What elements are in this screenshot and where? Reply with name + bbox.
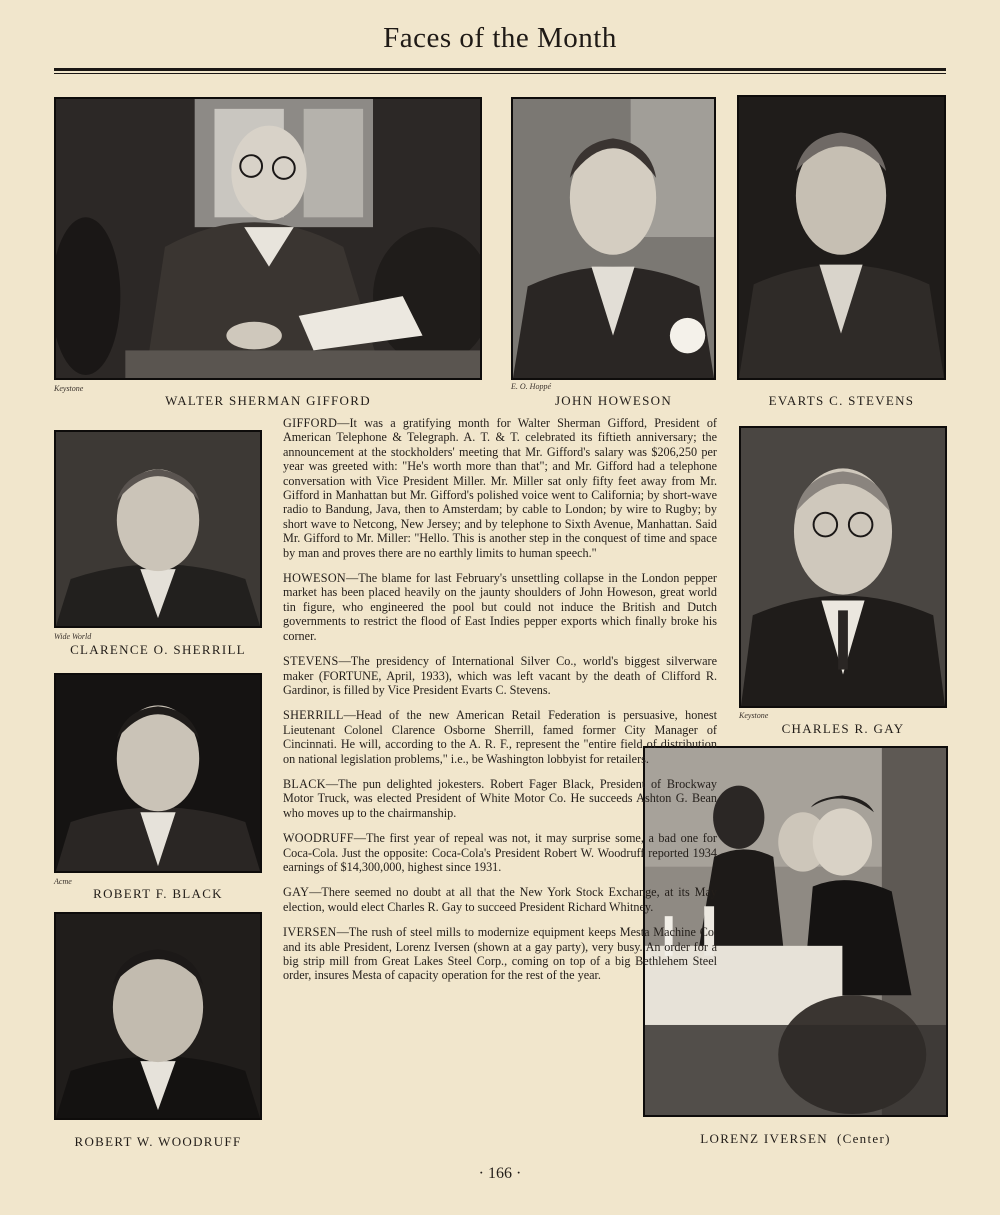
body-stevens: —The presidency of International Silver Co., world's biggest silverware maker (FORTUNE, April, 1933), which was left vacant by the death of Clifford R. Gardinor, is filled by Vice President Evarts C. Stevens. xyxy=(283,654,717,697)
caption-sherrill: CLARENCE O. SHERRILL xyxy=(70,642,246,657)
lead-howeson: HOWESON xyxy=(283,571,347,586)
portrait-sherrill-image xyxy=(56,432,260,626)
portrait-stevens-image xyxy=(739,97,944,378)
paragraph-stevens xyxy=(283,654,717,697)
paragraph-black xyxy=(283,777,717,820)
credit-gay: Keystone xyxy=(739,711,769,720)
credit-gifford: Keystone xyxy=(54,384,84,393)
portrait-black-image xyxy=(56,675,260,871)
title-rule xyxy=(54,68,946,74)
photo-woodruff xyxy=(54,912,262,1120)
photo-sherrill xyxy=(54,430,262,628)
caption-gay: CHARLES R. GAY xyxy=(781,721,905,736)
caption-howeson: JOHN HOWESON xyxy=(554,393,673,408)
paragraph-woodruff xyxy=(283,831,717,874)
body-black: —The pun delighted jokesters. Robert Fager Black, President of Brockway Motor Truck, was elected President of White Motor Co. He succeeds Ashton G. Bean who moves up to the chairmanship. xyxy=(283,776,717,820)
lead-woodruff: WOODRUFF xyxy=(283,831,354,846)
credit-black: Acme xyxy=(54,877,72,886)
caption-iversen: LORENZ IVERSEN (Center) xyxy=(700,1131,891,1146)
page-number: · 166 · xyxy=(478,1165,522,1182)
credit-howeson: E. O. Hoppé xyxy=(511,382,551,391)
page-title: Faces of the Month xyxy=(383,22,617,54)
paragraph-howeson xyxy=(283,571,717,643)
portrait-gay-image xyxy=(741,428,945,706)
portrait-howeson-image xyxy=(513,99,714,378)
caption-woodruff: ROBERT W. WOODRUFF xyxy=(74,1134,242,1149)
paragraph-iversen xyxy=(283,925,717,983)
caption-stevens: EVARTS C. STEVENS xyxy=(768,393,915,408)
portrait-woodruff-image xyxy=(56,914,260,1118)
photo-gay xyxy=(739,426,947,708)
photo-stevens xyxy=(737,95,946,380)
lead-iversen: IVERSEN xyxy=(283,925,337,940)
body-iversen: —The rush of steel mills to modernize equipment keeps Mesta Machine Co. and its able President, Lorenz Iversen (shown at a gay party), very busy. An order for a big strip mill from Great Lakes Steel Corp., coming on top of a big Bethlehem Steel order, insures Mesta of capacity operation for the rest of the year. xyxy=(283,925,717,983)
lead-stevens: STEVENS xyxy=(283,654,339,669)
caption-gifford: WALTER SHERMAN GIFFORD xyxy=(165,393,371,408)
lead-sherrill: SHERRILL xyxy=(283,708,344,723)
body-howeson: —The blame for last February's unsettling collapse in the London pepper market has been placed heavily on the jaunty shoulders of John Howeson, great world tin figure, who engineered the pool but could not induce the British and Dutch governments to restrict the flood of East Indies pepper exports which finally broke his corner. xyxy=(283,571,717,643)
paragraph-sherrill xyxy=(283,708,717,766)
body-gay: —There seemed no doubt at all that the New York Stock Exchange, at its May election, would elect Charles R. Gay to succeed President Richard Whitney. xyxy=(283,885,717,914)
body-sherrill: —Head of the new American Retail Federation is persuasive, honest Lieutenant Colonel Clarence Osborne Sherrill, famed former City Manager of Cincinnati. He will, according to the A. R. F., represent the "entire field of distribution on national legislation problems," i.e., be Washington lobbyist for retailers. xyxy=(283,708,717,766)
paragraph-gay xyxy=(283,885,717,914)
lead-black: BLACK xyxy=(283,776,326,791)
article-text xyxy=(283,416,717,994)
photo-gifford xyxy=(54,97,482,380)
lead-gay: GAY xyxy=(283,885,310,900)
paragraph-gifford xyxy=(283,416,717,560)
body-woodruff: —The first year of repeal was not, it may surprise some, a bad one for Coca-Cola. Just the opposite: Coca-Cola's President Robert W. Woodruff reported 1934 earnings of $14,300,000, highest since 1931. xyxy=(283,831,717,874)
caption-black: ROBERT F. BLACK xyxy=(93,886,223,901)
portrait-gifford-image xyxy=(56,99,480,378)
body-gifford: —It was a gratifying month for Walter Sherman Gifford, President of American Telephone & Telegraph. A. T. & T. celebrated its fiftieth anniversary; the announcement at the stockholders' meeting that Mr. Gifford's salary was $206,250 per year was greeted with: "He's worth more than that"; and Mr. Gifford had a telephone conversation with Vice President Miller. Mr. Miller sat only fifty feet away from Mr. Gifford in Manhattan but Mr. Gifford's polished voice went to California; by short-wave radio to Bandung, Java, then to Amsterdam; by cable to London; by wire to Rugby; by short wave to Netcong, New Jersey; and by telephone to Sixth Avenue, Manhattan. Said Mr. Gifford to Mr. Miller: "Hello. This is another step in the conquest of time and space by man and proves there are no earthly limits to human speech." xyxy=(283,416,717,560)
lead-gifford: GIFFORD xyxy=(283,416,338,430)
photo-black xyxy=(54,673,262,873)
credit-sherrill: Wide World xyxy=(54,632,92,641)
photo-howeson xyxy=(511,97,716,380)
